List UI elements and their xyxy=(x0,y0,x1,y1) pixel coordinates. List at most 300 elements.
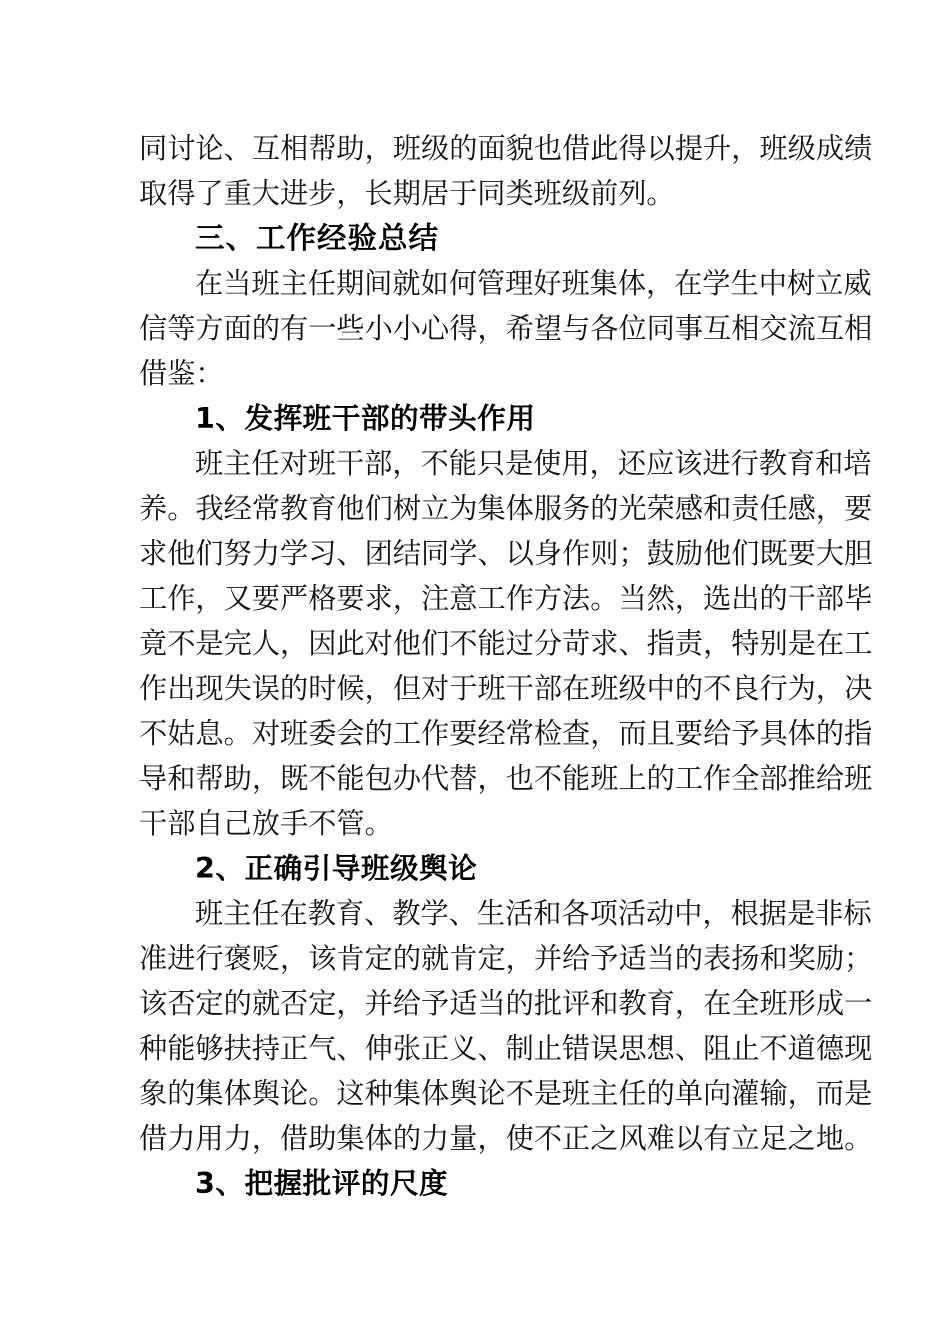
text-line xyxy=(139,306,873,351)
text-line xyxy=(139,936,873,981)
glyph: 这 xyxy=(336,1077,365,1110)
text-line xyxy=(139,756,873,801)
glyph: 各 xyxy=(590,312,619,345)
glyph: 工 xyxy=(674,762,704,795)
glyph: ， xyxy=(505,942,534,975)
glyph: 责 xyxy=(674,627,704,660)
glyph: 任 xyxy=(759,492,788,525)
text-line xyxy=(139,621,873,666)
glyph: 具 xyxy=(759,717,788,750)
glyph: 奖 xyxy=(787,942,816,975)
glyph: 习 xyxy=(308,537,337,570)
glyph: 止 xyxy=(533,1032,563,1065)
glyph: 舆 xyxy=(449,1077,478,1110)
heading-line: 3、把握批评的尺度 xyxy=(195,1166,449,1200)
glyph: 班 xyxy=(759,132,788,165)
glyph: 要 xyxy=(251,582,281,615)
glyph: 当 xyxy=(646,942,675,975)
glyph: 就 xyxy=(421,942,450,975)
glyph: 而 xyxy=(815,1077,845,1110)
glyph: 教 xyxy=(618,987,647,1020)
glyph: ， xyxy=(336,987,365,1020)
glyph: 作 xyxy=(703,762,732,795)
glyph: 。 xyxy=(223,717,252,750)
glyph: 一 xyxy=(844,987,873,1020)
glyph: 褒 xyxy=(223,942,252,975)
text-line xyxy=(139,1071,873,1116)
glyph: 误 xyxy=(590,1032,619,1065)
glyph: 不 xyxy=(505,1077,534,1110)
glyph: 得 xyxy=(449,312,478,345)
glyph: 制 xyxy=(505,1032,534,1065)
glyph: ， xyxy=(815,672,845,705)
glyph: 班 xyxy=(590,672,619,705)
glyph: 求 xyxy=(364,582,393,615)
glyph: 给 xyxy=(815,762,845,795)
glyph: 伸 xyxy=(364,1032,393,1065)
glyph: 工 xyxy=(139,582,168,615)
glyph: 体 xyxy=(421,1077,450,1110)
glyph: 集 xyxy=(392,1077,422,1110)
glyph: 常 xyxy=(505,717,534,750)
glyph: 同 xyxy=(139,132,168,165)
glyph: 决 xyxy=(844,672,873,705)
glyph: 导 xyxy=(139,762,168,795)
glyph: 部 xyxy=(759,762,788,795)
glyph: 工 xyxy=(844,627,873,660)
glyph: 、 xyxy=(336,1032,365,1065)
text-line xyxy=(139,666,873,711)
glyph: 的 xyxy=(590,492,619,525)
glyph: 既 xyxy=(280,762,309,795)
glyph: 此 xyxy=(590,132,619,165)
glyph: 毕 xyxy=(844,582,873,615)
glyph: 同 xyxy=(646,312,675,345)
glyph: 的 xyxy=(674,672,704,705)
glyph: 而 xyxy=(618,717,647,750)
glyph: 阻 xyxy=(703,1032,732,1065)
glyph: 错 xyxy=(562,1032,591,1065)
glyph: 主 xyxy=(590,1077,619,1110)
glyph: 。 xyxy=(844,1122,873,1155)
glyph: 级 xyxy=(618,672,647,705)
glyph: 分 xyxy=(533,627,563,660)
glyph: 指 xyxy=(646,627,675,660)
glyph: 助 xyxy=(308,1122,337,1155)
glyph: 借 xyxy=(562,132,591,165)
glyph: 小 xyxy=(364,312,393,345)
glyph: 误 xyxy=(251,672,281,705)
glyph: 经 xyxy=(477,717,506,750)
text-line: 干部自己放手不管。 xyxy=(139,807,393,840)
glyph: 心 xyxy=(421,312,450,345)
glyph: 也 xyxy=(533,132,563,165)
glyph: 务 xyxy=(562,492,591,525)
glyph: 用 xyxy=(195,1122,224,1155)
glyph: ， xyxy=(674,582,704,615)
glyph: 是 xyxy=(844,1077,873,1110)
glyph: 地 xyxy=(815,1122,845,1155)
glyph: 法 xyxy=(562,582,591,615)
glyph: 级 xyxy=(787,132,816,165)
glyph: 面 xyxy=(223,312,252,345)
glyph: 对 xyxy=(251,717,281,750)
glyph: 因 xyxy=(308,627,337,660)
glyph: 替 xyxy=(449,762,478,795)
document-text-body xyxy=(139,126,873,1206)
text-line xyxy=(139,126,873,171)
glyph: 的 xyxy=(364,717,393,750)
glyph: 相 xyxy=(844,312,873,345)
glyph: 准 xyxy=(139,942,168,975)
glyph: 和 xyxy=(590,987,619,1020)
glyph: 学 xyxy=(280,537,309,570)
glyph: 我 xyxy=(195,492,224,525)
glyph: 班 xyxy=(562,1077,591,1110)
glyph: 提 xyxy=(674,132,704,165)
text-line xyxy=(139,531,873,576)
glyph: 定 xyxy=(308,987,337,1020)
glyph: 向 xyxy=(703,1077,732,1110)
glyph: ， xyxy=(392,582,422,615)
glyph: 足 xyxy=(759,1122,788,1155)
glyph: 树 xyxy=(392,492,422,525)
glyph: 他 xyxy=(392,627,422,660)
glyph: 希 xyxy=(505,312,534,345)
glyph: 论 xyxy=(280,1077,309,1110)
glyph: 与 xyxy=(562,312,591,345)
glyph: 干 xyxy=(505,672,534,705)
text-line: 借鉴： xyxy=(139,357,224,390)
glyph: 、 xyxy=(618,627,647,660)
glyph: 良 xyxy=(731,672,760,705)
glyph: 否 xyxy=(167,987,196,1020)
glyph: 班 xyxy=(477,672,506,705)
glyph: 的 xyxy=(223,987,252,1020)
paragraph-class-progress xyxy=(139,126,873,216)
glyph: 姑 xyxy=(167,717,196,750)
glyph: 并 xyxy=(364,987,393,1020)
glyph: 不 xyxy=(308,762,337,795)
heading-item-3 xyxy=(139,1161,814,1206)
glyph: 信 xyxy=(139,312,168,345)
glyph: 有 xyxy=(703,1122,732,1155)
glyph: 要 xyxy=(336,582,365,615)
glyph: 义 xyxy=(449,1032,478,1065)
glyph: 力 xyxy=(421,1122,450,1155)
glyph: 不 xyxy=(167,627,196,660)
glyph: ， xyxy=(477,762,506,795)
glyph: 以 xyxy=(505,537,534,570)
glyph: 此 xyxy=(336,627,365,660)
glyph: 当 xyxy=(618,582,647,615)
glyph: ； xyxy=(618,537,647,570)
glyph: 正 xyxy=(421,1032,450,1065)
glyph: 不 xyxy=(533,1122,563,1155)
glyph: 完 xyxy=(223,627,252,660)
glyph: 们 xyxy=(195,537,224,570)
glyph: 互 xyxy=(703,312,732,345)
glyph: 大 xyxy=(815,537,845,570)
glyph: 查 xyxy=(562,717,591,750)
glyph: 工 xyxy=(477,582,506,615)
glyph: 在 xyxy=(562,672,591,705)
glyph: 方 xyxy=(195,312,224,345)
glyph: 要 xyxy=(787,537,816,570)
glyph: 不 xyxy=(139,717,168,750)
glyph: 他 xyxy=(167,537,196,570)
text-line: 在当班主任期间就如何管理好班集体，在学生中树立威 xyxy=(195,267,872,300)
glyph: 的 xyxy=(280,672,309,705)
glyph: 部 xyxy=(533,672,563,705)
glyph: 行 xyxy=(195,942,224,975)
glyph: 既 xyxy=(759,537,788,570)
glyph: 时 xyxy=(308,672,337,705)
glyph: 结 xyxy=(392,537,422,570)
glyph: 能 xyxy=(477,627,506,660)
heading-section-three xyxy=(139,216,814,261)
glyph: 注 xyxy=(421,582,450,615)
heading-item-1 xyxy=(139,396,814,441)
glyph: 的 xyxy=(251,312,281,345)
glyph: 等 xyxy=(167,312,196,345)
glyph: 正 xyxy=(280,1032,309,1065)
glyph: 定 xyxy=(477,942,506,975)
glyph: 责 xyxy=(731,492,760,525)
glyph: 并 xyxy=(533,942,563,975)
glyph: 位 xyxy=(618,312,647,345)
glyph: 和 xyxy=(703,492,732,525)
glyph: 办 xyxy=(392,762,422,795)
glyph: 努 xyxy=(223,537,252,570)
glyph: 但 xyxy=(392,672,422,705)
glyph: 对 xyxy=(364,627,393,660)
glyph: 他 xyxy=(336,492,365,525)
glyph: 相 xyxy=(731,312,760,345)
glyph: 同 xyxy=(421,537,450,570)
glyph: 和 xyxy=(759,942,788,975)
glyph: 作 xyxy=(139,672,168,705)
glyph: 的 xyxy=(759,582,788,615)
glyph: 励 xyxy=(674,537,704,570)
glyph: 为 xyxy=(449,492,478,525)
glyph: 能 xyxy=(336,762,365,795)
paragraph-intro-experience xyxy=(139,261,873,396)
glyph: 种 xyxy=(139,1032,168,1065)
glyph: ， xyxy=(703,627,732,660)
glyph: 行 xyxy=(759,672,788,705)
glyph: 予 xyxy=(590,942,619,975)
glyph: 给 xyxy=(392,987,422,1020)
glyph: 于 xyxy=(449,672,478,705)
glyph: 包 xyxy=(364,762,393,795)
glyph: 别 xyxy=(759,627,788,660)
glyph: 要 xyxy=(674,717,704,750)
glyph: 进 xyxy=(167,942,196,975)
glyph: 评 xyxy=(562,987,591,1020)
glyph: 力 xyxy=(223,1122,252,1155)
glyph: 光 xyxy=(618,492,647,525)
glyph: 能 xyxy=(167,1032,196,1065)
glyph: ， xyxy=(477,312,506,345)
text-line xyxy=(139,1026,873,1071)
glyph: ， xyxy=(195,582,224,615)
text-line: 取得了重大进步，长期居于同类班级前列。 xyxy=(139,177,675,210)
glyph: 不 xyxy=(759,1032,788,1065)
text-line: 班主任在教育、教学、生活和各项活动中，根据是非标 xyxy=(195,897,872,930)
glyph: 苛 xyxy=(562,627,591,660)
glyph: 贬 xyxy=(251,942,281,975)
glyph: 肯 xyxy=(449,942,478,975)
glyph: 特 xyxy=(731,627,760,660)
glyph: 身 xyxy=(533,537,563,570)
glyph: 之 xyxy=(590,1122,619,1155)
glyph: 形 xyxy=(787,987,816,1020)
glyph: 批 xyxy=(533,987,563,1020)
glyph: 经 xyxy=(223,492,252,525)
glyph: 不 xyxy=(533,762,563,795)
glyph: 输 xyxy=(759,1077,788,1110)
glyph: 部 xyxy=(815,582,845,615)
text-line xyxy=(139,981,873,1026)
glyph: 难 xyxy=(646,1122,675,1155)
glyph: 求 xyxy=(590,627,619,660)
glyph: 论 xyxy=(477,1077,506,1110)
glyph: 现 xyxy=(844,1032,873,1065)
glyph: 该 xyxy=(308,942,337,975)
glyph: 德 xyxy=(815,1032,845,1065)
glyph: 任 xyxy=(618,1077,647,1110)
glyph: ， xyxy=(364,672,393,705)
glyph: 的 xyxy=(646,762,675,795)
glyph: 选 xyxy=(703,582,732,615)
glyph: 有 xyxy=(280,312,309,345)
glyph: 作 xyxy=(167,582,196,615)
glyph: 不 xyxy=(449,627,478,660)
glyph: 力 xyxy=(251,537,281,570)
glyph: 予 xyxy=(731,717,760,750)
glyph: ， xyxy=(815,492,845,525)
glyph: 励 xyxy=(815,942,845,975)
glyph: 意 xyxy=(449,582,478,615)
glyph: 该 xyxy=(139,987,168,1020)
glyph: 立 xyxy=(421,492,450,525)
glyph: 集 xyxy=(477,492,506,525)
glyph: 干 xyxy=(787,582,816,615)
glyph: 集 xyxy=(336,1122,365,1155)
glyph: ， xyxy=(477,1122,506,1155)
glyph: 检 xyxy=(533,717,563,750)
glyph: 种 xyxy=(364,1077,393,1110)
text-line xyxy=(139,711,873,756)
glyph: 思 xyxy=(618,1032,647,1065)
glyph: 想 xyxy=(646,1032,675,1065)
glyph: 育 xyxy=(308,492,337,525)
glyph: 也 xyxy=(505,762,534,795)
glyph: ， xyxy=(787,1077,816,1110)
glyph: 级 xyxy=(421,132,450,165)
glyph: 风 xyxy=(618,1122,647,1155)
glyph: 过 xyxy=(505,627,534,660)
glyph: 互 xyxy=(251,132,281,165)
glyph: 中 xyxy=(646,672,675,705)
glyph: ， xyxy=(280,627,309,660)
glyph: 帮 xyxy=(195,762,224,795)
glyph: 会 xyxy=(336,717,365,750)
glyph: 之 xyxy=(787,1122,816,1155)
glyph: 绩 xyxy=(844,132,873,165)
glyph: 是 xyxy=(787,627,816,660)
glyph: 上 xyxy=(618,762,647,795)
glyph: 、 xyxy=(674,1032,704,1065)
glyph: 养 xyxy=(139,492,168,525)
glyph: 的 xyxy=(815,717,845,750)
glyph: 服 xyxy=(533,492,563,525)
glyph: 现 xyxy=(195,672,224,705)
glyph: 们 xyxy=(731,537,760,570)
glyph: 够 xyxy=(195,1032,224,1065)
glyph: 工 xyxy=(392,717,422,750)
glyph: 他 xyxy=(703,537,732,570)
glyph: 成 xyxy=(815,987,845,1020)
glyph: 表 xyxy=(703,942,732,975)
glyph: 的 xyxy=(392,1122,422,1155)
glyph: 体 xyxy=(787,717,816,750)
glyph: 帮 xyxy=(308,132,337,165)
glyph: 、 xyxy=(223,132,252,165)
glyph: 量 xyxy=(449,1122,478,1155)
glyph: 格 xyxy=(308,582,337,615)
glyph: 正 xyxy=(562,1122,591,1155)
glyph: 的 xyxy=(674,942,704,975)
paragraph-item-1-body xyxy=(139,441,873,846)
glyph: 常 xyxy=(251,492,281,525)
glyph: 班 xyxy=(590,762,619,795)
glyph: 灌 xyxy=(731,1077,760,1110)
glyph: ； xyxy=(844,942,873,975)
glyph: 的 xyxy=(505,987,534,1020)
text-line xyxy=(139,1116,873,1161)
glyph: 小 xyxy=(392,312,422,345)
glyph: 适 xyxy=(449,987,478,1020)
glyph: 气 xyxy=(308,1032,337,1065)
glyph: 集 xyxy=(195,1077,224,1110)
glyph: 方 xyxy=(533,582,563,615)
glyph: 成 xyxy=(815,132,845,165)
glyph: 出 xyxy=(731,582,760,615)
glyph: 定 xyxy=(364,942,393,975)
glyph: 要 xyxy=(449,717,478,750)
glyph: 的 xyxy=(646,1077,675,1110)
glyph: 是 xyxy=(195,627,224,660)
glyph: 出 xyxy=(167,672,196,705)
glyph: 学 xyxy=(449,537,478,570)
glyph: 互 xyxy=(815,312,845,345)
glyph: ， xyxy=(731,132,760,165)
glyph: 班 xyxy=(280,717,309,750)
glyph: 严 xyxy=(280,582,309,615)
glyph: 团 xyxy=(364,537,393,570)
glyph: 不 xyxy=(703,672,732,705)
glyph: 能 xyxy=(562,762,591,795)
glyph: 就 xyxy=(251,987,281,1020)
glyph: 得 xyxy=(618,132,647,165)
heading-line: 三、工作经验总结 xyxy=(195,221,440,255)
glyph: 助 xyxy=(223,762,252,795)
glyph: 定 xyxy=(195,987,224,1020)
glyph: 荣 xyxy=(646,492,675,525)
glyph: 作 xyxy=(421,717,450,750)
